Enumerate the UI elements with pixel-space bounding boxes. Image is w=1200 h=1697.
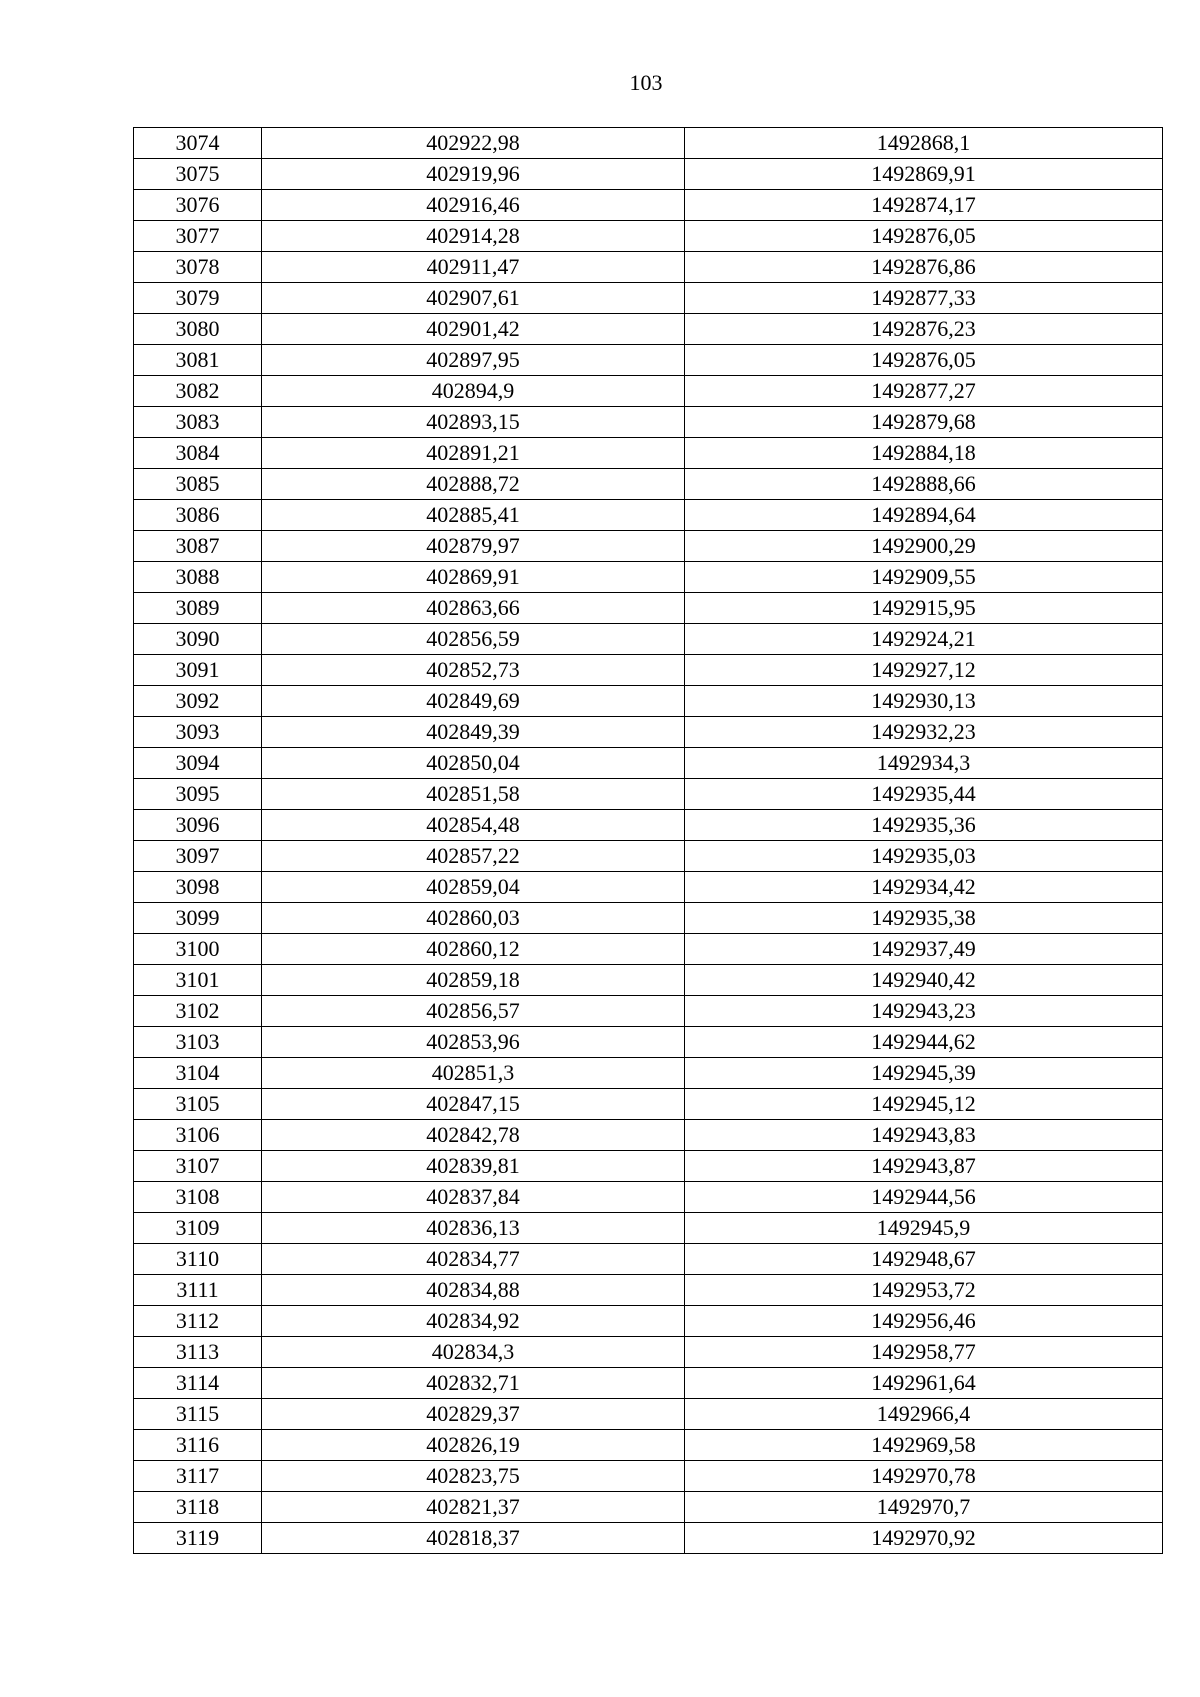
table-row: [134, 1492, 1163, 1523]
table-row: [134, 934, 1163, 965]
table-row: [134, 1027, 1163, 1058]
y-coordinate-cell: 1492877,33: [685, 283, 1163, 314]
point-number-cell: 3092: [134, 686, 262, 717]
point-number-cell: 3103: [134, 1027, 262, 1058]
table-row: [134, 159, 1163, 190]
point-number-cell: 3079: [134, 283, 262, 314]
point-number-cell: 3087: [134, 531, 262, 562]
x-coordinate-cell: 402919,96: [262, 159, 685, 190]
y-coordinate-cell: 1492944,56: [685, 1182, 1163, 1213]
y-coordinate-cell: 1492961,64: [685, 1368, 1163, 1399]
table-row: [134, 252, 1163, 283]
table-row: [134, 190, 1163, 221]
point-number-cell: 3098: [134, 872, 262, 903]
point-number-cell: 3088: [134, 562, 262, 593]
y-coordinate-cell: 1492958,77: [685, 1337, 1163, 1368]
x-coordinate-cell: 402856,57: [262, 996, 685, 1027]
table-row: [134, 1430, 1163, 1461]
point-number-cell: 3078: [134, 252, 262, 283]
point-number-cell: 3114: [134, 1368, 262, 1399]
point-number-cell: 3117: [134, 1461, 262, 1492]
table-row: [134, 717, 1163, 748]
point-number-cell: 3109: [134, 1213, 262, 1244]
x-coordinate-cell: 402922,98: [262, 128, 685, 159]
y-coordinate-cell: 1492966,4: [685, 1399, 1163, 1430]
table-row: [134, 283, 1163, 314]
y-coordinate-cell: 1492940,42: [685, 965, 1163, 996]
x-coordinate-cell: 402911,47: [262, 252, 685, 283]
point-number-cell: 3100: [134, 934, 262, 965]
table-row: [134, 345, 1163, 376]
table-row: [134, 1244, 1163, 1275]
table-row: [134, 841, 1163, 872]
point-number-cell: 3097: [134, 841, 262, 872]
table-row: [134, 438, 1163, 469]
table-row: [134, 996, 1163, 1027]
y-coordinate-cell: 1492884,18: [685, 438, 1163, 469]
x-coordinate-cell: 402897,95: [262, 345, 685, 376]
y-coordinate-cell: 1492909,55: [685, 562, 1163, 593]
y-coordinate-cell: 1492945,12: [685, 1089, 1163, 1120]
x-coordinate-cell: 402869,91: [262, 562, 685, 593]
table-row: [134, 500, 1163, 531]
point-number-cell: 3116: [134, 1430, 262, 1461]
y-coordinate-cell: 1492943,87: [685, 1151, 1163, 1182]
x-coordinate-cell: 402854,48: [262, 810, 685, 841]
x-coordinate-cell: 402834,3: [262, 1337, 685, 1368]
table-row: [134, 128, 1163, 159]
table-row: [134, 810, 1163, 841]
x-coordinate-cell: 402826,19: [262, 1430, 685, 1461]
x-coordinate-cell: 402856,59: [262, 624, 685, 655]
y-coordinate-cell: 1492876,05: [685, 221, 1163, 252]
point-number-cell: 3106: [134, 1120, 262, 1151]
table-row: [134, 903, 1163, 934]
table-row: [134, 1337, 1163, 1368]
x-coordinate-cell: 402818,37: [262, 1523, 685, 1554]
table-row: [134, 1089, 1163, 1120]
point-number-cell: 3074: [134, 128, 262, 159]
table-row: [134, 1213, 1163, 1244]
y-coordinate-cell: 1492924,21: [685, 624, 1163, 655]
y-coordinate-cell: 1492969,58: [685, 1430, 1163, 1461]
table-row: [134, 1523, 1163, 1554]
point-number-cell: 3077: [134, 221, 262, 252]
table-row: [134, 531, 1163, 562]
point-number-cell: 3095: [134, 779, 262, 810]
point-number-cell: 3084: [134, 438, 262, 469]
table-row: [134, 469, 1163, 500]
table-row: [134, 1182, 1163, 1213]
y-coordinate-cell: 1492869,91: [685, 159, 1163, 190]
y-coordinate-cell: 1492934,42: [685, 872, 1163, 903]
y-coordinate-cell: 1492900,29: [685, 531, 1163, 562]
x-coordinate-cell: 402829,37: [262, 1399, 685, 1430]
table-row: [134, 779, 1163, 810]
table-row: [134, 593, 1163, 624]
y-coordinate-cell: 1492927,12: [685, 655, 1163, 686]
x-coordinate-cell: 402893,15: [262, 407, 685, 438]
y-coordinate-cell: 1492956,46: [685, 1306, 1163, 1337]
y-coordinate-cell: 1492888,66: [685, 469, 1163, 500]
table-row: [134, 1058, 1163, 1089]
x-coordinate-cell: 402834,88: [262, 1275, 685, 1306]
x-coordinate-cell: 402901,42: [262, 314, 685, 345]
table-row: [134, 872, 1163, 903]
x-coordinate-cell: 402839,81: [262, 1151, 685, 1182]
x-coordinate-cell: 402849,69: [262, 686, 685, 717]
point-number-cell: 3113: [134, 1337, 262, 1368]
y-coordinate-cell: 1492868,1: [685, 128, 1163, 159]
x-coordinate-cell: 402859,04: [262, 872, 685, 903]
table-row: [134, 1399, 1163, 1430]
x-coordinate-cell: 402853,96: [262, 1027, 685, 1058]
x-coordinate-cell: 402851,3: [262, 1058, 685, 1089]
point-number-cell: 3085: [134, 469, 262, 500]
table-row: [134, 1306, 1163, 1337]
y-coordinate-cell: 1492877,27: [685, 376, 1163, 407]
table-row: [134, 965, 1163, 996]
point-number-cell: 3118: [134, 1492, 262, 1523]
x-coordinate-cell: 402832,71: [262, 1368, 685, 1399]
point-number-cell: 3081: [134, 345, 262, 376]
point-number-cell: 3119: [134, 1523, 262, 1554]
y-coordinate-cell: 1492894,64: [685, 500, 1163, 531]
point-number-cell: 3112: [134, 1306, 262, 1337]
point-number-cell: 3075: [134, 159, 262, 190]
x-coordinate-cell: 402885,41: [262, 500, 685, 531]
table-row: [134, 407, 1163, 438]
table-row: [134, 1120, 1163, 1151]
table-row: [134, 686, 1163, 717]
y-coordinate-cell: 1492943,83: [685, 1120, 1163, 1151]
point-number-cell: 3110: [134, 1244, 262, 1275]
table-row: [134, 221, 1163, 252]
x-coordinate-cell: 402836,13: [262, 1213, 685, 1244]
y-coordinate-cell: 1492876,05: [685, 345, 1163, 376]
x-coordinate-cell: 402851,58: [262, 779, 685, 810]
point-number-cell: 3086: [134, 500, 262, 531]
y-coordinate-cell: 1492932,23: [685, 717, 1163, 748]
y-coordinate-cell: 1492948,67: [685, 1244, 1163, 1275]
y-coordinate-cell: 1492935,36: [685, 810, 1163, 841]
table-row: [134, 562, 1163, 593]
y-coordinate-cell: 1492937,49: [685, 934, 1163, 965]
point-number-cell: 3091: [134, 655, 262, 686]
point-number-cell: 3093: [134, 717, 262, 748]
x-coordinate-cell: 402852,73: [262, 655, 685, 686]
x-coordinate-cell: 402916,46: [262, 190, 685, 221]
y-coordinate-cell: 1492944,62: [685, 1027, 1163, 1058]
point-number-cell: 3108: [134, 1182, 262, 1213]
x-coordinate-cell: 402821,37: [262, 1492, 685, 1523]
table-row: [134, 1275, 1163, 1306]
table-row: [134, 314, 1163, 345]
x-coordinate-cell: 402837,84: [262, 1182, 685, 1213]
point-number-cell: 3082: [134, 376, 262, 407]
x-coordinate-cell: 402850,04: [262, 748, 685, 779]
x-coordinate-cell: 402847,15: [262, 1089, 685, 1120]
point-number-cell: 3104: [134, 1058, 262, 1089]
y-coordinate-cell: 1492945,39: [685, 1058, 1163, 1089]
y-coordinate-cell: 1492879,68: [685, 407, 1163, 438]
x-coordinate-cell: 402842,78: [262, 1120, 685, 1151]
x-coordinate-cell: 402907,61: [262, 283, 685, 314]
page-number: 103: [629, 70, 663, 95]
x-coordinate-cell: 402857,22: [262, 841, 685, 872]
table-row: [134, 1461, 1163, 1492]
y-coordinate-cell: 1492934,3: [685, 748, 1163, 779]
point-number-cell: 3076: [134, 190, 262, 221]
x-coordinate-cell: 402894,9: [262, 376, 685, 407]
point-number-cell: 3107: [134, 1151, 262, 1182]
point-number-cell: 3083: [134, 407, 262, 438]
point-number-cell: 3105: [134, 1089, 262, 1120]
table-row: [134, 748, 1163, 779]
y-coordinate-cell: 1492970,92: [685, 1523, 1163, 1554]
y-coordinate-cell: 1492970,78: [685, 1461, 1163, 1492]
table-row: [134, 624, 1163, 655]
y-coordinate-cell: 1492876,86: [685, 252, 1163, 283]
table-row: [134, 1151, 1163, 1182]
x-coordinate-cell: 402859,18: [262, 965, 685, 996]
table-row: [134, 655, 1163, 686]
y-coordinate-cell: 1492874,17: [685, 190, 1163, 221]
x-coordinate-cell: 402834,77: [262, 1244, 685, 1275]
point-number-cell: 3101: [134, 965, 262, 996]
y-coordinate-cell: 1492935,38: [685, 903, 1163, 934]
x-coordinate-cell: 402860,12: [262, 934, 685, 965]
point-number-cell: 3096: [134, 810, 262, 841]
y-coordinate-cell: 1492915,95: [685, 593, 1163, 624]
x-coordinate-cell: 402879,97: [262, 531, 685, 562]
x-coordinate-cell: 402823,75: [262, 1461, 685, 1492]
table-row: [134, 376, 1163, 407]
point-number-cell: 3115: [134, 1399, 262, 1430]
y-coordinate-cell: 1492970,7: [685, 1492, 1163, 1523]
y-coordinate-cell: 1492953,72: [685, 1275, 1163, 1306]
point-number-cell: 3090: [134, 624, 262, 655]
table-row: [134, 1368, 1163, 1399]
y-coordinate-cell: 1492943,23: [685, 996, 1163, 1027]
x-coordinate-cell: 402834,92: [262, 1306, 685, 1337]
y-coordinate-cell: 1492930,13: [685, 686, 1163, 717]
x-coordinate-cell: 402849,39: [262, 717, 685, 748]
x-coordinate-cell: 402863,66: [262, 593, 685, 624]
x-coordinate-cell: 402914,28: [262, 221, 685, 252]
point-number-cell: 3094: [134, 748, 262, 779]
y-coordinate-cell: 1492935,44: [685, 779, 1163, 810]
point-number-cell: 3080: [134, 314, 262, 345]
point-number-cell: 3099: [134, 903, 262, 934]
y-coordinate-cell: 1492945,9: [685, 1213, 1163, 1244]
point-number-cell: 3111: [134, 1275, 262, 1306]
point-number-cell: 3089: [134, 593, 262, 624]
y-coordinate-cell: 1492876,23: [685, 314, 1163, 345]
coordinates-table: [133, 127, 1163, 1554]
x-coordinate-cell: 402888,72: [262, 469, 685, 500]
x-coordinate-cell: 402891,21: [262, 438, 685, 469]
x-coordinate-cell: 402860,03: [262, 903, 685, 934]
table-body: [134, 128, 1163, 1554]
point-number-cell: 3102: [134, 996, 262, 1027]
y-coordinate-cell: 1492935,03: [685, 841, 1163, 872]
